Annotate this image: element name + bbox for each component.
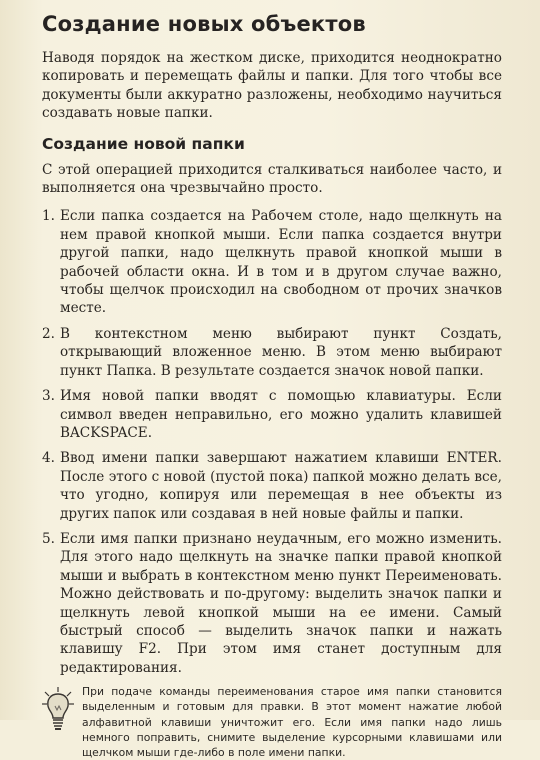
step-number: 2. <box>42 325 55 342</box>
list-item <box>42 387 502 442</box>
step-number: 3. <box>42 388 55 405</box>
step-text: Если папка создается на Рабочем столе, надо щелкнуть на нем правой кнопкой мыши. Если папка создается внутри другой папки, надо щелкнуть правой кнопкой мыши в рабочей области окна. И в том и в другом случае важно, чтобы щелчок происходил на свободном от прочих значков месте. <box>60 208 502 317</box>
steps-list <box>42 207 502 677</box>
list-item <box>42 530 502 677</box>
step-text: Ввод имени папки завершают нажатием клавиши ENTER. После этого с новой (пустой пока) папкой можно делать все, что угодно, копируя или перемещая в нее объекты из других папок или создавая в ней новые файлы и папки. <box>60 450 502 522</box>
step-number: 1. <box>42 208 55 225</box>
list-item <box>42 207 502 317</box>
tip-note <box>42 684 502 760</box>
section-heading: Создание новой папки <box>42 134 245 153</box>
step-number: 4. <box>42 450 55 467</box>
step-text: В контекстном меню выбирают пункт Создать, открывающий вложенное меню. В этом меню выбирают пункт Папка. В результате создается значок новой папки. <box>60 325 502 379</box>
list-item <box>42 325 502 380</box>
lightbulb-icon <box>42 684 82 760</box>
step-text: Имя новой папки вводят с помощью клавиатуры. Если символ введен неправильно, его можно удалить клавишей BACKSPACE. <box>60 388 502 441</box>
step-text: Если имя папки признано неудачным, его можно изменить. Для этого надо щелкнуть на значке папки правой кнопкой мыши и выбрать в контекстном меню пункт Переименовать. Можно действовать и по-другому: выделить значок папки и щелкнуть левой кнопкой мыши на ее имени. Самый быстрый способ — выделить значок папки и нажать клавишу F2. При этом имя станет доступным для редактирования. <box>60 530 502 676</box>
page-title: Создание новых объектов <box>42 12 366 36</box>
tip-text: При подаче команды переименования старое имя папки становится выделенным и готовым для правки. В этот момент нажатие любой алфавитной клавиши уничтожит его. Если имя папки надо лишь немного поправить, снимите выделение курсорными клавишами или щелчком мыши где-либо в поле имени папки. <box>82 685 502 759</box>
list-item <box>42 449 502 523</box>
step-number: 5. <box>42 530 55 547</box>
intro-paragraph: Наводя порядок на жестком диске, приходится неоднократно копировать и перемещать файлы и папки. Для того чтобы все документы были аккуратно разложены, необходимо научиться создавать новые папки. <box>42 50 502 122</box>
section-lead: С этой операцией приходится сталкиваться наиболее часто, и выполняется она чрезвычайно просто. <box>42 161 502 197</box>
